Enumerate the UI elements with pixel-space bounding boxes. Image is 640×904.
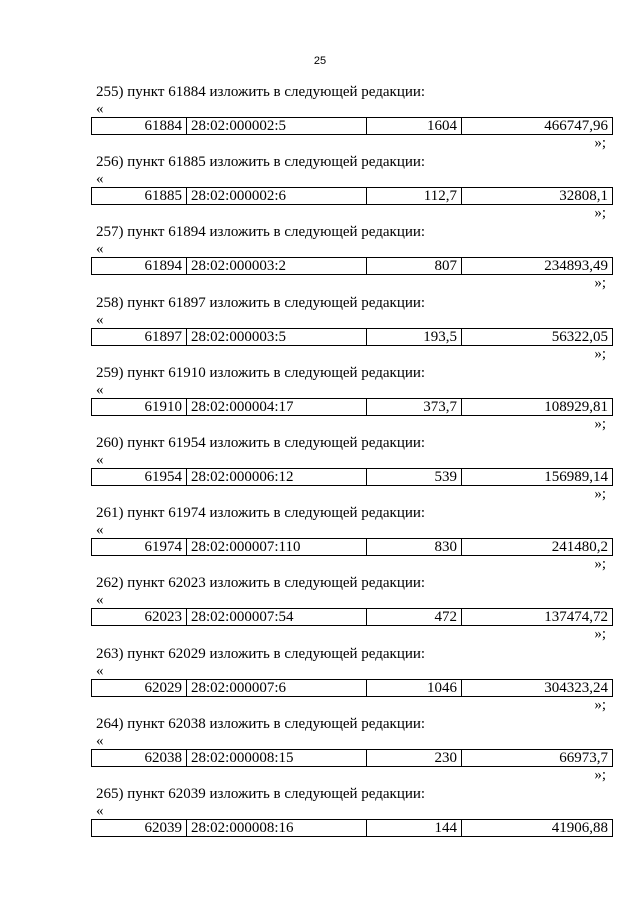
value-cell: 56322,05 — [462, 328, 613, 345]
cadastral-number-cell: 28:02:000002:5 — [187, 118, 367, 135]
table-row — [92, 539, 613, 556]
area-cell: 112,7 — [367, 188, 462, 205]
value-cell: 108929,81 — [462, 398, 613, 415]
area-cell: 193,5 — [367, 328, 462, 345]
table-row — [92, 188, 613, 205]
item-number-cell: 62038 — [92, 749, 187, 766]
open-quote: « — [96, 732, 104, 749]
close-quote: »; — [594, 205, 606, 222]
amendment-item — [0, 645, 640, 715]
item-number-cell: 61884 — [92, 118, 187, 135]
amendment-heading: 265) пункт 62039 изложить в следующей редакции: — [96, 785, 426, 802]
value-cell: 304323,24 — [462, 679, 613, 696]
amendment-table — [91, 749, 613, 767]
open-quote: « — [96, 662, 104, 679]
value-cell: 32808,1 — [462, 188, 613, 205]
cadastral-number-cell: 28:02:000008:15 — [187, 749, 367, 766]
table-row — [92, 819, 613, 836]
amendment-heading: 255) пункт 61884 изложить в следующей редакции: — [96, 84, 426, 100]
table-row — [92, 328, 613, 345]
amendment-item — [0, 574, 640, 644]
close-quote: »; — [594, 485, 606, 502]
amendment-heading: 257) пункт 61894 изложить в следующей редакции: — [96, 224, 426, 241]
amendment-list — [0, 83, 640, 855]
amendment-item — [0, 434, 640, 504]
cadastral-number-cell: 28:02:000006:12 — [187, 468, 367, 485]
open-quote: « — [96, 451, 104, 468]
close-quote: »; — [594, 275, 606, 292]
close-quote: »; — [594, 415, 606, 432]
cadastral-number-cell: 28:02:000003:2 — [187, 258, 367, 275]
area-cell: 144 — [367, 819, 462, 836]
table-row — [92, 118, 613, 135]
amendment-table — [91, 187, 613, 205]
amendment-table — [91, 608, 613, 626]
amendment-item — [0, 785, 640, 855]
open-quote: « — [96, 171, 104, 188]
value-cell: 66973,7 — [462, 749, 613, 766]
amendment-item — [0, 223, 640, 293]
open-quote: « — [96, 592, 104, 609]
amendment-heading: 264) пункт 62038 изложить в следующей редакции: — [96, 715, 426, 732]
value-cell: 41906,88 — [462, 819, 613, 836]
area-cell: 830 — [367, 539, 462, 556]
value-cell: 137474,72 — [462, 609, 613, 626]
table-row — [92, 398, 613, 415]
area-cell: 1046 — [367, 679, 462, 696]
amendment-table — [91, 538, 613, 556]
close-quote: »; — [594, 696, 606, 713]
amendment-item — [0, 83, 640, 153]
item-number-cell: 62023 — [92, 609, 187, 626]
item-number-cell: 61897 — [92, 328, 187, 345]
amendment-item — [0, 504, 640, 574]
close-quote: »; — [594, 556, 606, 573]
amendment-heading: 263) пункт 62029 изложить в следующей редакции: — [96, 645, 426, 662]
cadastral-number-cell: 28:02:000002:6 — [187, 188, 367, 205]
amendment-table — [91, 819, 613, 837]
open-quote: « — [96, 381, 104, 398]
cadastral-number-cell: 28:02:000007:6 — [187, 679, 367, 696]
item-number-cell: 61974 — [92, 539, 187, 556]
item-number-cell: 61910 — [92, 398, 187, 415]
amendment-table — [91, 468, 613, 486]
item-number-cell: 62039 — [92, 819, 187, 836]
page-number: 25 — [313, 55, 327, 67]
area-cell: 1604 — [367, 118, 462, 135]
amendment-heading: 256) пункт 61885 изложить в следующей редакции: — [96, 154, 426, 171]
amendment-table — [91, 328, 613, 346]
amendment-heading: 258) пункт 61897 изложить в следующей редакции: — [96, 294, 426, 311]
value-cell: 241480,2 — [462, 539, 613, 556]
area-cell: 539 — [367, 468, 462, 485]
cadastral-number-cell: 28:02:000003:5 — [187, 328, 367, 345]
amendment-table — [91, 398, 613, 416]
area-cell: 472 — [367, 609, 462, 626]
amendment-table — [91, 679, 613, 697]
open-quote: « — [96, 241, 104, 258]
open-quote: « — [96, 802, 104, 819]
table-row — [92, 468, 613, 485]
item-number-cell: 61885 — [92, 188, 187, 205]
cadastral-number-cell: 28:02:000007:110 — [187, 539, 367, 556]
amendment-heading: 260) пункт 61954 изложить в следующей редакции: — [96, 434, 426, 451]
amendment-table — [91, 257, 613, 275]
item-number-cell: 61954 — [92, 468, 187, 485]
table-row — [92, 609, 613, 626]
cadastral-number-cell: 28:02:000007:54 — [187, 609, 367, 626]
cadastral-number-cell: 28:02:000008:16 — [187, 819, 367, 836]
amendment-item — [0, 364, 640, 434]
amendment-heading: 261) пункт 61974 изложить в следующей редакции: — [96, 505, 426, 522]
table-row — [92, 258, 613, 275]
close-quote: »; — [594, 626, 606, 643]
amendment-heading: 262) пункт 62023 изложить в следующей редакции: — [96, 575, 426, 592]
cadastral-number-cell: 28:02:000004:17 — [187, 398, 367, 415]
area-cell: 373,7 — [367, 398, 462, 415]
item-number-cell: 61894 — [92, 258, 187, 275]
value-cell: 234893,49 — [462, 258, 613, 275]
area-cell: 230 — [367, 749, 462, 766]
amendment-item — [0, 153, 640, 223]
item-number-cell: 62029 — [92, 679, 187, 696]
close-quote: »; — [594, 766, 606, 783]
close-quote: »; — [594, 135, 606, 151]
close-quote: »; — [594, 345, 606, 362]
amendment-heading: 259) пункт 61910 изложить в следующей редакции: — [96, 364, 426, 381]
value-cell: 156989,14 — [462, 468, 613, 485]
amendment-item — [0, 715, 640, 785]
open-quote: « — [96, 311, 104, 328]
value-cell: 466747,96 — [462, 118, 613, 135]
table-row — [92, 749, 613, 766]
amendment-item — [0, 294, 640, 364]
table-row — [92, 679, 613, 696]
open-quote: « — [96, 101, 104, 117]
open-quote: « — [96, 522, 104, 539]
amendment-table — [91, 117, 613, 135]
area-cell: 807 — [367, 258, 462, 275]
